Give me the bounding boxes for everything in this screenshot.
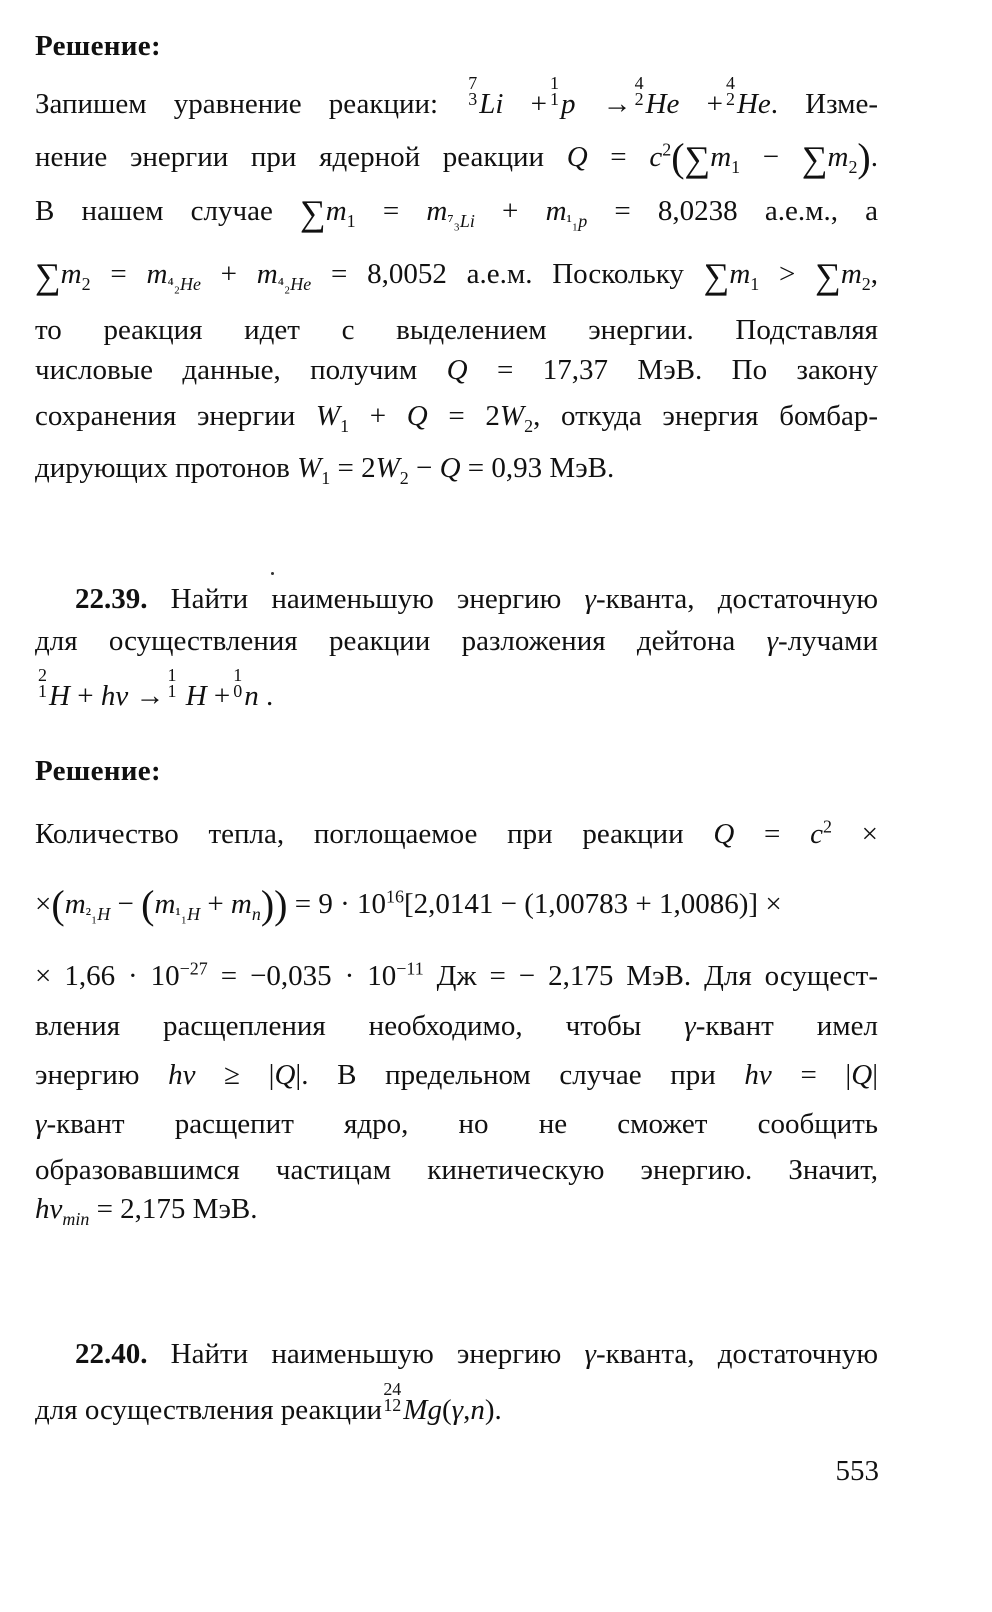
text-line: сохранения энергии $W_1 + Q = 2W_2$, откуда энергия бомбар- xyxy=(35,400,879,436)
formula-q: $Q = c^2(\sum m_1 - \sum m_2)$. xyxy=(566,135,878,180)
text-line: числовые данные, получим Q = 17,37 МэВ. По закону xyxy=(35,354,879,386)
page-number: 553 xyxy=(835,1455,879,1487)
text-line: $\sum m_2 = m_{^4_2He} + m_{^4_2He} = 8,0052$ а.е.м. Поскольку $\sum m_1 > \sum m_2$, xyxy=(35,256,878,296)
formula-sum-m1: $\sum m_1 = m_{^7_3Li} + m_{^1_1p}$ xyxy=(300,193,588,233)
reaction-equation: 2 1 H + hν → 1 1 H + 1 0 n . xyxy=(38,665,274,712)
formula-w1: $W_1 = 2W_2 - Q = 0,93$ МэВ. xyxy=(297,452,615,488)
text-line: γ-квант расщепит ядро, но не сможет сообщить xyxy=(35,1108,878,1140)
text-line: для осуществления реакции 24 12 Mg(γ,n). xyxy=(35,1379,502,1426)
formula-line: $\times(m_{^2_1H} - (m_{^1_1H} + m_n)) = 9 \cdot 10^{16}[2,0141 - (1,00783 + 1,0086)]$ × xyxy=(35,882,782,927)
text-line: Запишем уравнение реакции: 7 3 Li + 1 1 p → 4 2 He + 4 2 He. Изме- xyxy=(35,73,879,120)
solution-heading: Решение: xyxy=(35,30,161,62)
print-dot xyxy=(271,572,274,575)
problem-number: 22.39. xyxy=(75,583,148,615)
reaction-equation: 7 3 Li + 1 1 p → 4 2 He + 4 2 He xyxy=(468,73,771,120)
problem-number: 22.40. xyxy=(75,1338,148,1370)
formula-energy: $W_1 + Q = 2W_2$, откуда энергия бомбар- xyxy=(315,400,879,436)
text-line: нение энергии при ядерной реакции $Q = c^2(\sum m_1 - \sum m_2)$. xyxy=(35,135,878,180)
text-line: вления расщепления необходимо, чтобы γ-квант имел xyxy=(35,1010,879,1042)
formula-compare: $\sum m_1 > \sum m_2$, xyxy=(703,256,878,296)
solution-heading: Решение: xyxy=(35,755,161,787)
text-line: Количество тепла, поглощаемое при реакции $Q = c^2$ × xyxy=(35,816,879,850)
text-line: то реакция идет с выделением энергии. Подставляя xyxy=(35,314,878,346)
text-line: дирующих протонов $W_1 = 2W_2 - Q = 0,93$ МэВ. xyxy=(35,452,615,488)
text-line: для осуществления реакции разложения дейтона γ-лучами xyxy=(35,625,878,657)
text-line: × $1,66 \cdot 10^{-27} = -0,035 \cdot 10^{-11}$ Дж = − 2,175 МэВ. Для осущест- xyxy=(35,958,878,992)
text-line: образовавшимся частицам кинетическую энергию. Значит, xyxy=(35,1154,878,1186)
text-line: энергию hν ≥ |Q|. В предельном случае при hν = |Q| xyxy=(35,1059,879,1091)
text-line: В нашем случае $\sum m_1 = m_{^7_3Li} + m_{^1_1p} = 8,0238$ а.е.м., а xyxy=(35,193,879,233)
formula-sum-m2: $\sum m_2 = m_{^4_2He} + m_{^4_2He}$ xyxy=(35,256,312,296)
reaction-equation: 24 12 Mg(γ,n). xyxy=(383,1379,502,1426)
text-line: 22.39. Найти наименьшую энергию γ-кванта, достаточную xyxy=(75,583,879,615)
text-line: $h\nu_{min} = 2,175$ МэВ. xyxy=(35,1193,258,1229)
text-line: 22.40. Найти наименьшую энергию γ-кванта, достаточную xyxy=(75,1338,879,1370)
